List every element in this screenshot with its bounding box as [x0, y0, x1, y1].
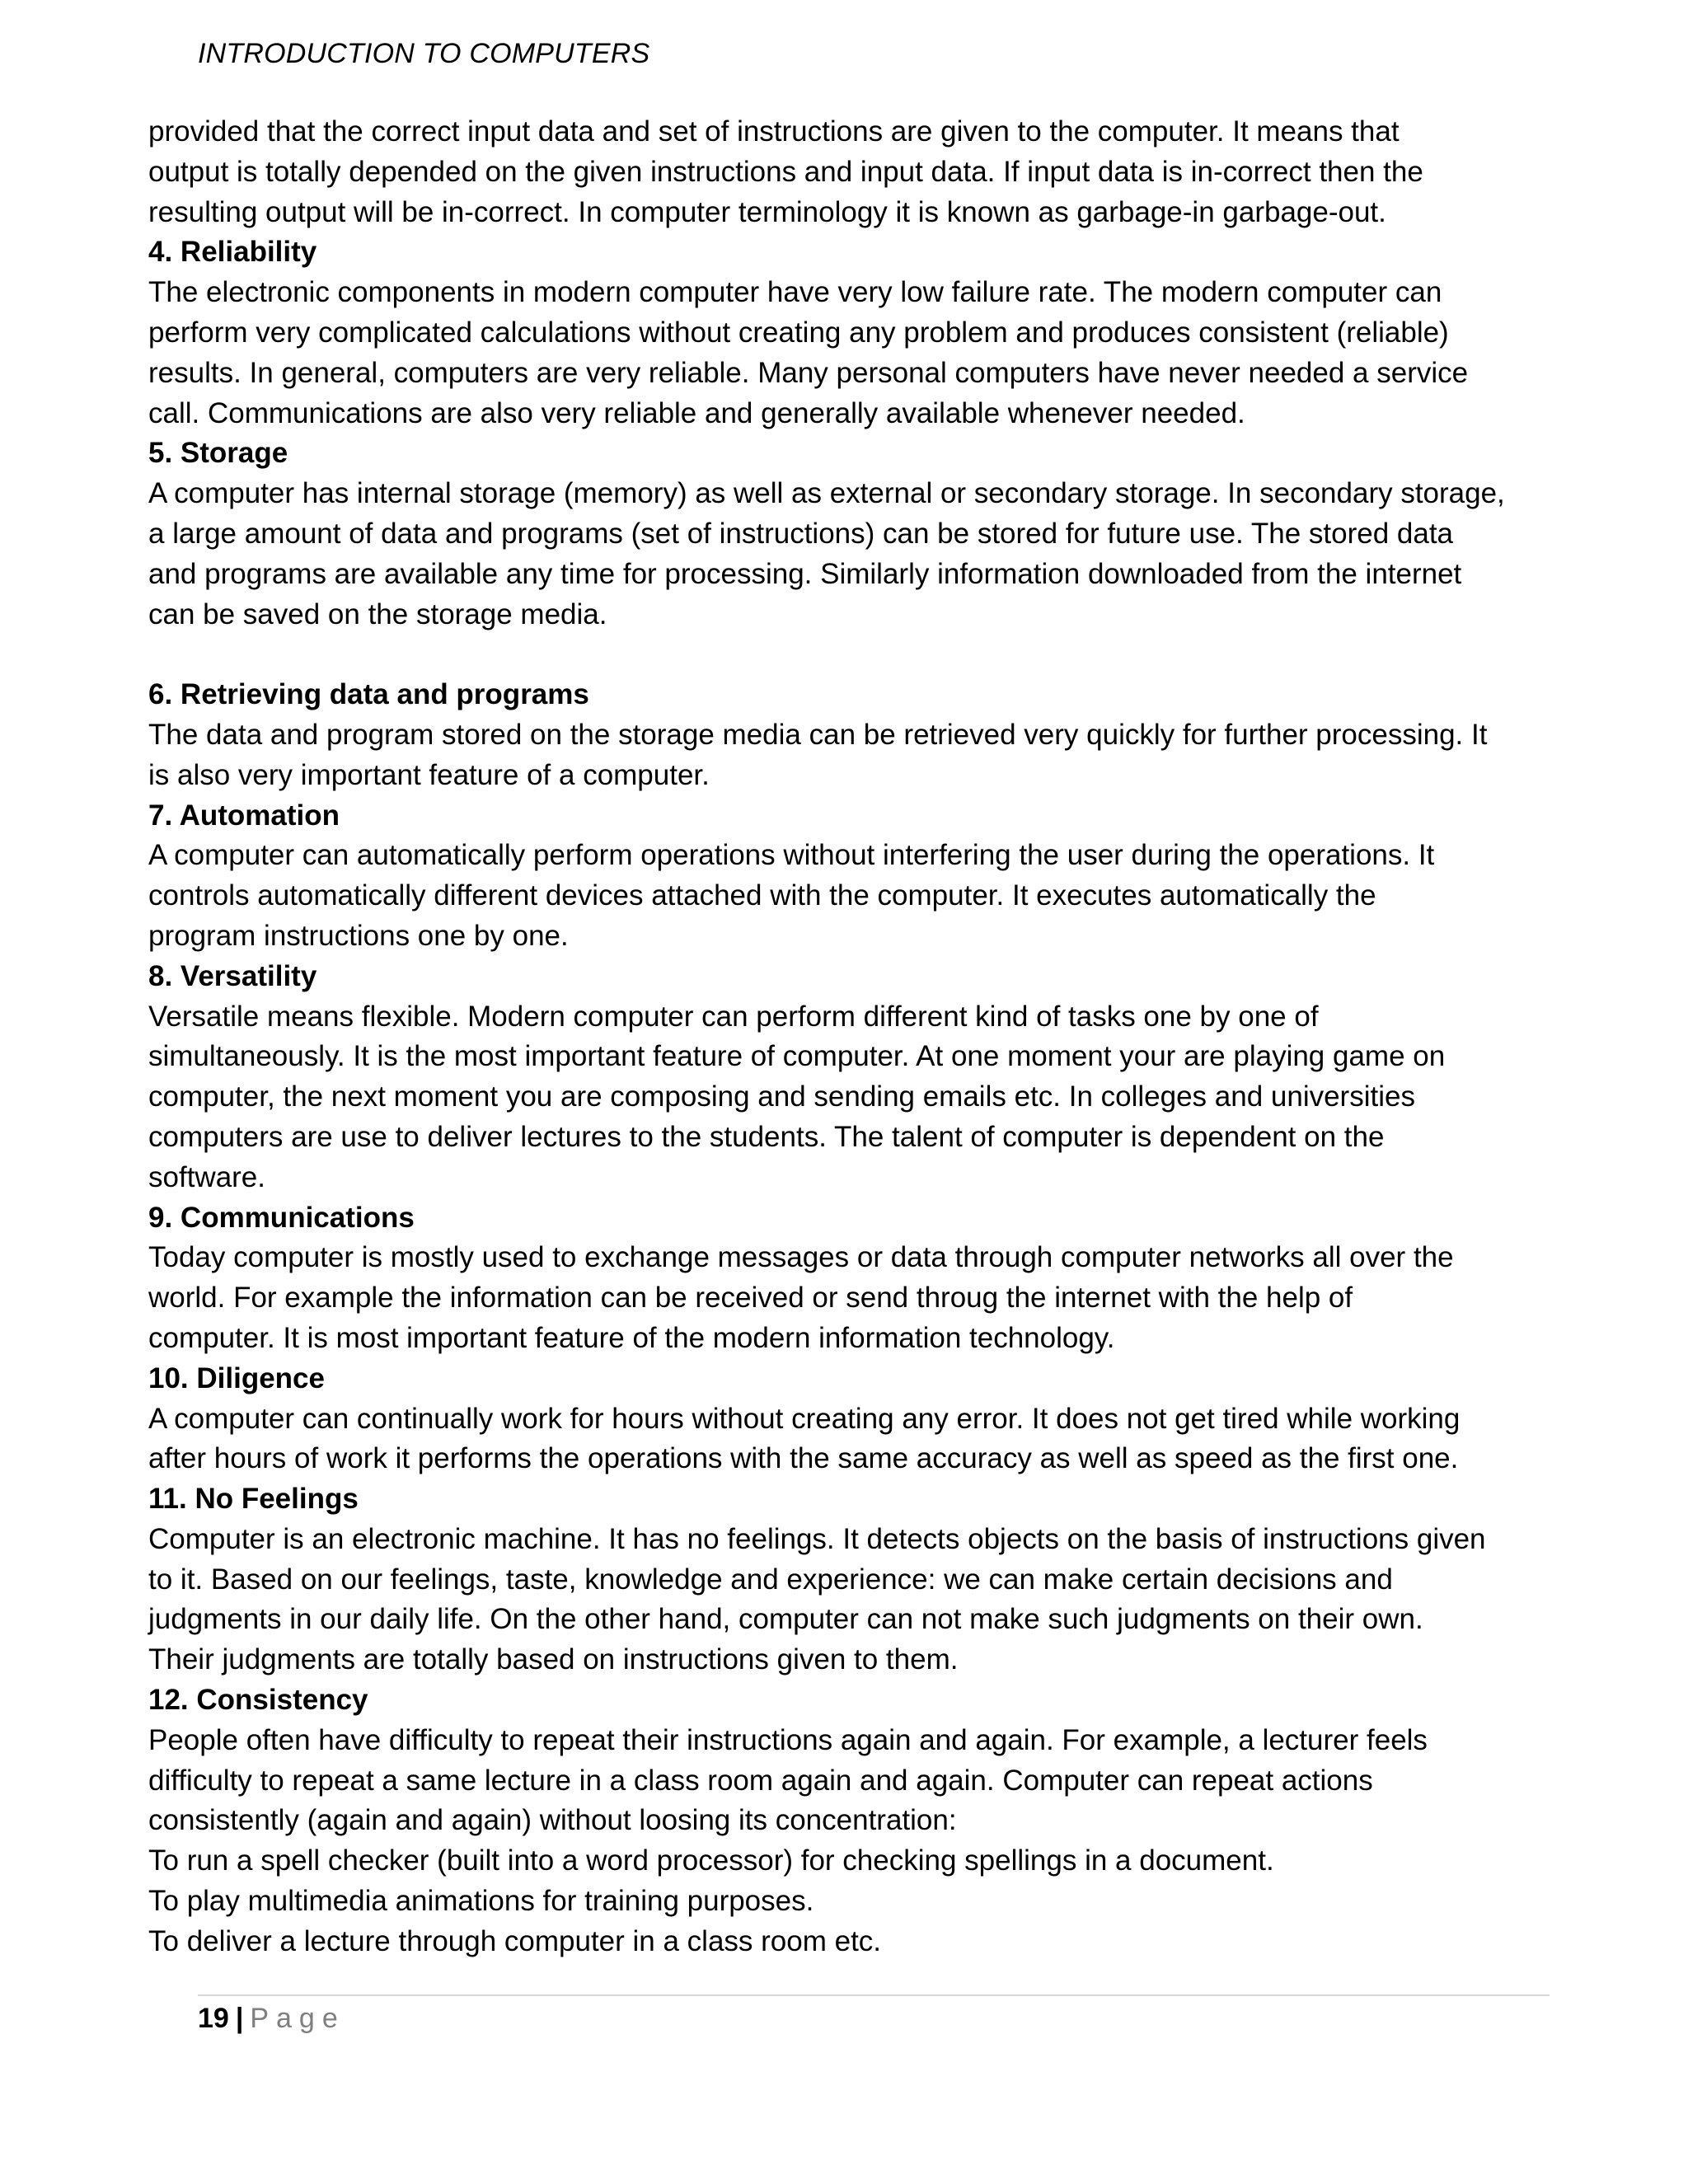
- paragraph-line: Today computer is mostly used to exchange messages or data through computer networks all over the: [148, 1241, 1454, 1274]
- paragraph-line: The data and program stored on the storage media can be retrieved very quickly for further processing. It: [148, 718, 1488, 751]
- section-heading-reliability: 4. Reliability: [148, 236, 317, 269]
- blank-line: [148, 635, 1566, 675]
- paragraph-line: Their judgments are totally based on instructions given to them.: [148, 1643, 959, 1676]
- paragraph-line: after hours of work it performs the operations with the same accuracy as well as speed as the first one.: [148, 1442, 1459, 1475]
- section-heading-no-feelings: 11. No Feelings: [148, 1483, 359, 1516]
- paragraph-line: difficulty to repeat a same lecture in a class room again and again. Computer can repeat actions: [148, 1764, 1373, 1797]
- paragraph-line: is also very important feature of a computer.: [148, 758, 710, 791]
- paragraph-line: consistently (again and again) without loosing its concentration:: [148, 1804, 957, 1837]
- paragraph-line: A computer has internal storage (memory) as well as external or secondary storage. In secondary storage,: [148, 477, 1505, 510]
- paragraph-line: controls automatically different devices attached with the computer. It executes automatically the: [148, 879, 1376, 912]
- section-heading-diligence: 10. Diligence: [148, 1361, 325, 1394]
- section-heading-automation: 7. Automation: [148, 799, 340, 832]
- section-heading-storage: 5. Storage: [148, 437, 288, 470]
- paragraph-line: To play multimedia animations for training purposes.: [148, 1885, 814, 1918]
- running-header: INTRODUCTION TO COMPUTERS: [198, 38, 650, 69]
- paragraph-line: simultaneously. It is the most important feature of computer. At one moment your are playing game on: [148, 1040, 1446, 1073]
- paragraph-line: To run a spell checker (built into a word processor) for checking spellings in a document.: [148, 1844, 1274, 1877]
- intro-line: output is totally depended on the given instructions and input data. If input data is in-correct then the: [148, 155, 1423, 188]
- paragraph-line: can be saved on the storage media.: [148, 598, 607, 630]
- section-heading-retrieving: 6. Retrieving data and programs: [148, 678, 589, 711]
- paragraph-line: software.: [148, 1160, 265, 1193]
- paragraph-line: People often have difficulty to repeat their instructions again and again. For example, a lecturer feels: [148, 1723, 1428, 1756]
- footer-divider: [198, 1994, 1550, 1996]
- intro-line: resulting output will be in-correct. In computer terminology it is known as garbage-in garbage-out.: [148, 195, 1386, 228]
- paragraph-line: A computer can continually work for hours without creating any error. It does not get tired while working: [148, 1402, 1461, 1435]
- paragraph-line: A computer can automatically perform operations without interfering the user during the operations. It: [148, 839, 1435, 872]
- paragraph-line: and programs are available any time for processing. Similarly information downloaded from the internet: [148, 557, 1462, 590]
- footer-separator: |: [235, 2003, 244, 2034]
- paragraph-line: perform very complicated calculations without creating any problem and produces consistent (reliable): [148, 316, 1449, 349]
- section-heading-consistency: 12. Consistency: [148, 1684, 368, 1717]
- paragraph-line: to it. Based on our feelings, taste, knowledge and experience: we can make certain decisions and: [148, 1563, 1393, 1596]
- paragraph-line: computer, the next moment you are composing and sending emails etc. In colleges and universities: [148, 1080, 1415, 1113]
- paragraph-line: judgments in our daily life. On the other hand, computer can not make such judgments on their own.: [148, 1603, 1423, 1636]
- page-footer: [198, 2003, 345, 2035]
- body-text: [148, 112, 1566, 1962]
- paragraph-line: results. In general, computers are very reliable. Many personal computers have never needed a service: [148, 356, 1469, 389]
- paragraph-line: call. Communications are also very reliable and generally available whenever needed.: [148, 396, 1245, 429]
- paragraph-line: a large amount of data and programs (set of instructions) can be stored for future use. The stored data: [148, 517, 1454, 550]
- section-heading-communications: 9. Communications: [148, 1201, 415, 1234]
- intro-line: provided that the correct input data and set of instructions are given to the computer. It means that: [148, 115, 1400, 148]
- page-label: Page: [250, 2003, 345, 2034]
- section-heading-versatility: 8. Versatility: [148, 959, 317, 992]
- paragraph-line: Versatile means flexible. Modern computer can perform different kind of tasks one by one of: [148, 1000, 1319, 1033]
- page-number: 19: [198, 2003, 229, 2034]
- paragraph-line: The electronic components in modern computer have very low failure rate. The modern computer can: [148, 276, 1442, 309]
- paragraph-line: computer. It is most important feature of the modern information technology.: [148, 1321, 1115, 1354]
- paragraph-line: Computer is an electronic machine. It has no feelings. It detects objects on the basis of instructions given: [148, 1522, 1486, 1555]
- paragraph-line: world. For example the information can be received or send throug the internet with the help of: [148, 1282, 1353, 1315]
- paragraph-line: program instructions one by one.: [148, 919, 569, 952]
- paragraph-line: To deliver a lecture through computer in a class room etc.: [148, 1924, 882, 1957]
- paragraph-line: computers are use to deliver lectures to the students. The talent of computer is dependent on the: [148, 1120, 1385, 1153]
